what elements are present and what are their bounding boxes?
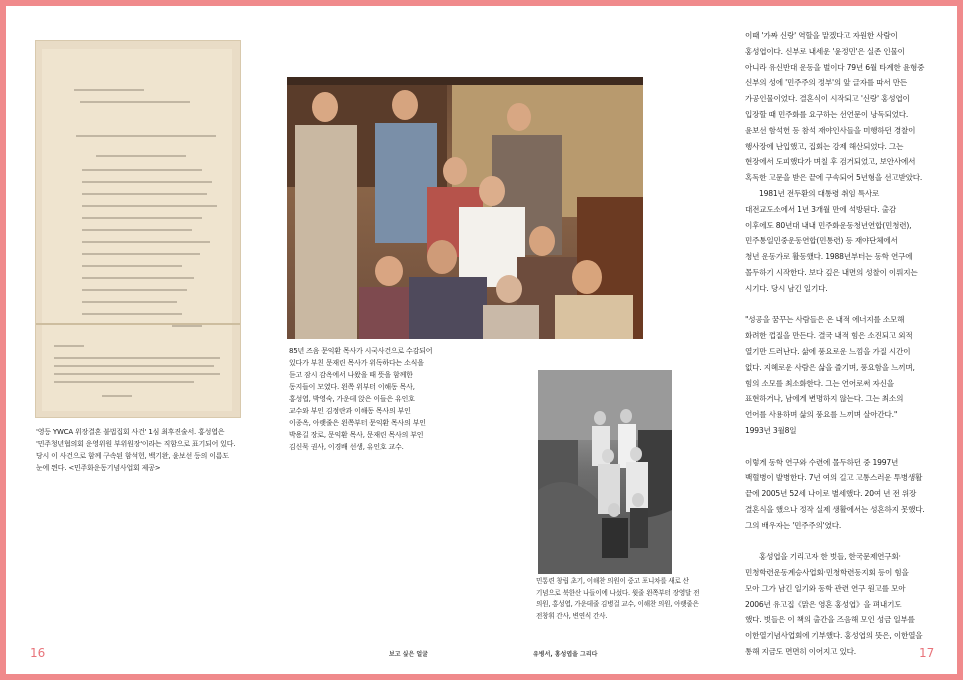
document-caption: '영등 YWCA 위장결혼 불법집회 사건' 1심 최후진술서. 홍성엽은 '민주청년협의회 운영위원 부위원장'이라는 직함으로 표기되어 있다. 당시 이 사건으로 함께 구속된 함석헌, 백기완, 윤보선 등의 이름도 눈에 띈다. <민주화운동기념사업회 제공> <box>36 428 236 472</box>
right-page-number: 17 <box>919 646 935 660</box>
group-color-photo <box>287 77 643 339</box>
bw-photo-caption: 민통련 창립 초기, 이해찬 의원이 중고 포니차를 새로 산 기념으로 북한산 나들이에 나섰다. 윗줄 왼쪽부터 장영달 전 의원, 홍성엽, 가운데줄 김병걸 교수, 이해찬 의원, 아랫줄은 전창휘 간사, 변연식 간사. <box>536 577 700 620</box>
document-paper <box>42 49 232 411</box>
magazine-spread <box>6 6 957 674</box>
article-body <box>745 28 945 660</box>
bukhansan-bw-photo-art <box>538 370 672 574</box>
diary-quote: "성공을 꿈꾸는 사람들은 온 내적 에너지를 소모해 화려한 껍질을 만든다. 결국 내적 힘은 소진되고 외적 열기만 드러난다. 삶에 풍요로운 느낌을 가질 시간이 없다. 지혜로운 사람은 삶을 즐기며, 풍요함을 느끼며, 힘의 소모를 최소화한다. 그는 언어로써 자신을 표현하거나, 남에게 변명하지 않는다. 그는 최소의 언어를 사용하며 삶의 풍요를 느끼며 살아간다." 1993년 3월8일 <box>745 315 915 435</box>
court-statement-document-photo <box>35 40 241 418</box>
group-color-photo-art <box>287 77 643 339</box>
paragraph-4: 홍성엽을 기리고자 한 벗들, 한국문제연구회· 민청학련운동계승사업회·민청학련동지회 등이 힘을 모아 그가 남긴 일기와 동학 관련 연구 원고를 모아 2006년 유고집《맑은 영혼 홍성엽》을 펴내기도 했다. 벗들은 이 책의 출간을 즈음해 모인 성금 일부를 이한열기념사업회에 기부했다. 홍성엽의 뜻은, 이한열을 통해 지금도 면면히 이어지고 있다. <box>745 552 923 657</box>
paragraph-2: 1981년 전두환의 대통령 취임 특사로 대전교도소에서 1년 3개월 만에 석방된다. 출감 이후에도 80년대 내내 민주화운동청년연합(민청련), 민주통일민중운동연합(민통련) 등 재야단체에서 청년 운동가로 활동했다. 1988년부터는 동학 연구에 몰두하기 시작한다. 보다 깊은 내면의 성찰이 이뤄지는 시기다. 당시 남긴 일기다. <box>745 188 918 293</box>
left-footer-title: 보고 싶은 얼굴 <box>389 651 428 658</box>
paragraph-1: 이때 '가짜 신랑' 역할을 맡겠다고 자원한 사람이 홍성엽이다. 신부로 내세운 '윤정민'은 실존 인물이 아니라 유신반대 운동을 벌이다 79년 6월 타계한 윤형중 신부의 성에 '민주주의 정부'의 앞 글자를 따서 만든 가공인물이었다. 결혼식이 시작되고 '신랑' 홍성엽이 입장할 때 민주화를 요구하는 선언문이 낭독되었다. 윤보선 함석헌 등 참석 재야인사들을 미행하던 경찰이 행사장에 난입했고, 집회는 강제 해산되었다. 그는 현장에서 도피했다가 며칠 후 검거되었고, 보안사에서 혹독한 고문을 받은 끝에 구속되어 5년형을 선고받았다. <box>745 31 925 183</box>
left-page-number: 16 <box>30 646 46 660</box>
paragraph-3: 이렇게 동학 연구와 수련에 몰두하던 중 1997년 백혈병이 발병한다. 7년 여의 길고 고통스러운 투병생활 끝에 2005년 52세 나이로 별세했다. 20여 년 전 위장 결혼식을 했으나 정작 실제 생활에서는 성혼하지 못했다. 그의 배우자는 '민주주의'였다. <box>745 457 925 530</box>
bukhansan-bw-photo <box>538 370 672 574</box>
right-footer-title: 유병서, 홍성엽을 그리다 <box>533 651 598 658</box>
color-photo-caption: 85년 즈음 문익환 목사가 시국사건으로 수감되어 있다가 부친 문재린 목사가 위독하다는 소식을 듣고 잠시 감옥에서 나왔을 때 뜻을 함께한 동지들이 모였다. 왼쪽 위부터 이해동 목사, 홍성엽, 박영숙, 가운데 앉은 이들은 유인호 교수와 부인 김정란과 이해동 목사의 부인 이종옥, 아랫줄은 왼쪽부터 문익환 목사의 부인 박용길 장로, 문익환 목사, 문재린 목사의 부인 김신묵 권사, 이경배 선생, 유인호 교수. <box>289 347 433 451</box>
